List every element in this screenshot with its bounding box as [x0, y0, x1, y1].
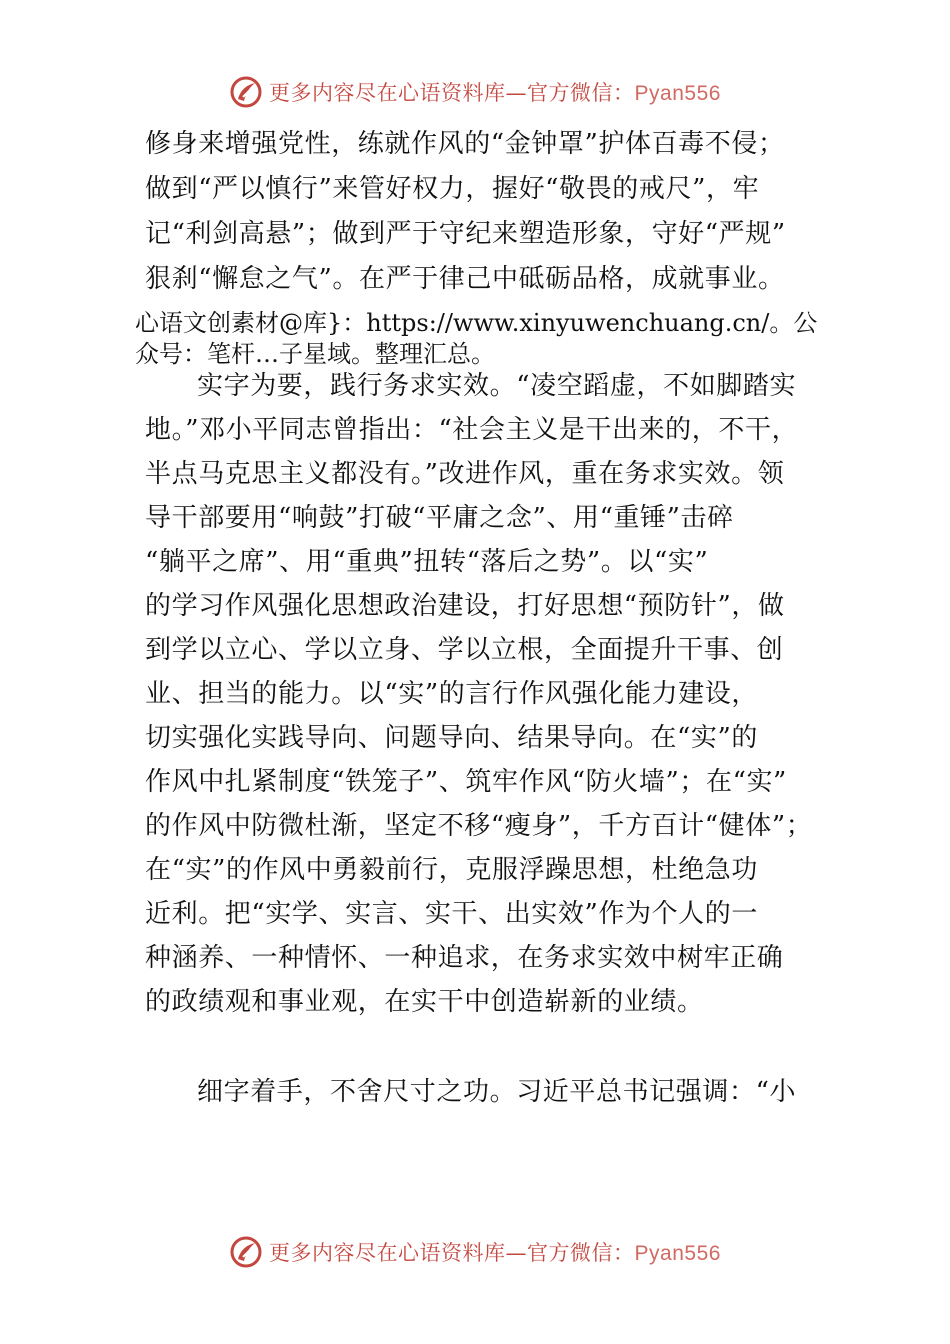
body-line: 半点马克思主义都没有。”改进作风，重在务求实效。领: [145, 459, 785, 489]
flame-badge-icon: [229, 1235, 263, 1269]
watermark-line: 众号：笔杆…子星域。整理汇总。: [135, 340, 495, 368]
body-line: 种涵养、一种情怀、一种追求，在务求实效中树牢正确: [145, 943, 784, 973]
body-line: 狠刹“懈怠之气”。在严于律己中砥砺品格，成就事业。: [145, 264, 785, 294]
body-line: 在“实”的作风中勇毅前行，克服浮躁思想，杜绝急功: [145, 855, 758, 885]
header-wechat-id: Pyan556: [634, 82, 721, 105]
body-line: 切实强化实践导向、问题导向、结果导向。在“实”的: [145, 723, 758, 753]
flame-badge-icon: [229, 75, 263, 109]
body-line: “躺平之席”、用“重典”扭转“落后之势”。以“实”: [145, 547, 709, 577]
body-line: 的学习作风强化思想政治建设，打好思想“预防针”，做: [145, 591, 785, 621]
header-banner-label: 更多内容尽在心语资料库—官方微信：: [269, 81, 635, 105]
watermark-line: 心语文创素材@库}：https://www.xinyuwenchuang.cn/。公: [135, 309, 818, 337]
body-line: 地。”邓小平同志曾指出：“社会主义是干出来的，不干，: [145, 415, 799, 445]
body-line: 修身来增强党性，练就作风的“金钟罩”护体百毒不侵；: [145, 129, 785, 159]
footer-wechat-id: Pyan556: [634, 1242, 721, 1265]
paragraph-start-line: 实字为要，践行务求实效。“凌空蹈虚，不如脚踏实: [197, 371, 797, 401]
body-line: 到学以立心、学以立身、学以立根，全面提升干事、创: [145, 635, 784, 665]
paragraph-start-line: 细字着手，不舍尺寸之功。习近平总书记强调：“小: [197, 1077, 797, 1107]
body-line: 业、担当的能力。以“实”的言行作风强化能力建设，: [145, 679, 758, 709]
body-line: 做到“严以慎行”来管好权力，握好“敬畏的戒尺”，牢: [145, 174, 760, 204]
footer-banner: [0, 1232, 950, 1272]
body-line: 作风中扎紧制度“铁笼子”、筑牢作风“防火墙”；在“实”: [145, 767, 787, 797]
body-line: 近利。把“实学、实言、实干、出实效”作为个人的一: [145, 899, 758, 929]
body-line: 的作风中防微杜渐，坚定不移“瘦身”，千方百计“健体”；: [145, 811, 813, 841]
body-line: 导干部要用“响鼓”打破“平庸之念”、用“重锤”击碎: [145, 503, 734, 533]
body-line: 记“利剑高悬”；做到严于守纪来塑造形象，守好“严规”: [145, 219, 786, 249]
footer-banner-label: 更多内容尽在心语资料库—官方微信：: [269, 1241, 635, 1265]
body-line: 的政绩观和事业观，在实干中创造崭新的业绩。: [145, 987, 704, 1017]
footer-banner-text: [269, 1237, 721, 1267]
header-banner: [0, 72, 950, 112]
header-banner-text: [269, 77, 721, 107]
